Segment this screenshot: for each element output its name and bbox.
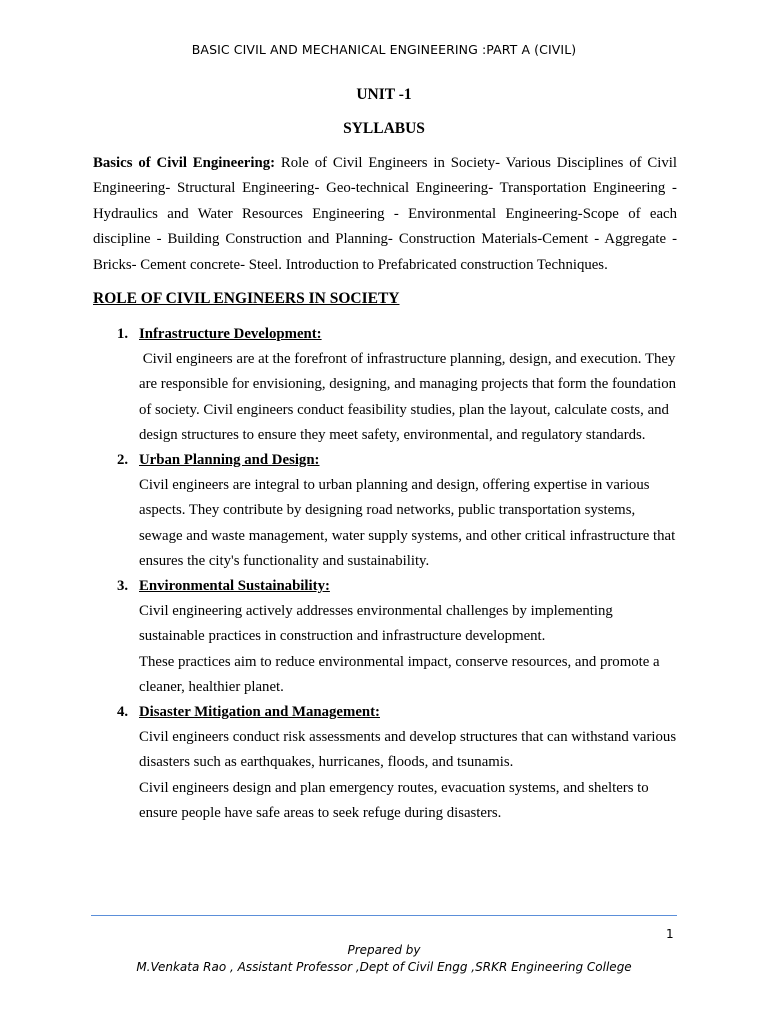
list-item-paragraph: Civil engineers are at the forefront of infrastructure planning, design, and execution. They are responsible for envisioning, designing, and managing projects that form the foundation of society. Civil engineers conduct feasibility studies, plan the layout, calculate costs, and design structures to ensure they meet safety, environmental, and regulatory standards.: [139, 351, 677, 443]
list-item-paragraph: Civil engineers design and plan emergency routes, evacuation systems, and shelters to ensure people have safe areas to seek refuge during disasters.: [139, 779, 649, 821]
syllabus-text: Role of Civil Engineers in Society- Various Disciplines of Civil Engineering- Structural Engineering- Geo-technical Engineering- Transportation Engineering - Hydraulics and Water Resources Engineering - Environmental Engineering-Scope of each discipline - Building Construction and Planning- Construction Materials-Cement - Aggregate - Bricks- Cement concrete- Steel. Introduction to Prefabricated construction Techniques.: [93, 155, 677, 273]
list-item-heading: Infrastructure Development:: [139, 326, 322, 342]
syllabus-paragraph: [93, 151, 677, 278]
footer-divider: [91, 915, 677, 916]
list-item-number: 3.: [117, 578, 129, 595]
footer-author: M.Venkata Rao , Assistant Professor ,Dept of Civil Engg ,SRKR Engineering College: [136, 960, 632, 974]
syllabus-title: SYLLABUS: [343, 120, 425, 137]
list-item-paragraph: Civil engineering actively addresses environmental challenges by implementing sustainable practices in construction and infrastructure development.: [139, 603, 613, 645]
list-item-number: 4.: [117, 704, 129, 721]
list-item-heading: Disaster Mitigation and Management:: [139, 704, 380, 721]
page-header: BASIC CIVIL AND MECHANICAL ENGINEERING :PART A (CIVIL): [191, 42, 577, 57]
footer-prepared-label: Prepared by: [347, 943, 421, 957]
list-item-number: 1.: [117, 326, 129, 342]
list-item: [93, 448, 677, 574]
list-item-heading: Urban Planning and Design:: [139, 452, 320, 469]
section-title: ROLE OF CIVIL ENGINEERS IN SOCIETY: [93, 290, 400, 307]
list-item-paragraph: Civil engineers conduct risk assessments and develop structures that can withstand various disasters such as earthquakes, hurricanes, floods, and tsunamis.: [139, 729, 677, 771]
list-item: [93, 574, 677, 700]
list-item-paragraph: Civil engineers are integral to urban planning and design, offering expertise in various aspects. They contribute by designing road networks, public transportation systems, sewage and waste management, water supply systems, and other critical infrastructure that ensures the city's functionality and sustainability.: [139, 477, 676, 569]
list-item: [93, 322, 677, 448]
syllabus-lead: Basics of Civil Engineering:: [93, 155, 276, 171]
list-item-paragraph: These practices aim to reduce environmental impact, conserve resources, and promote a cleaner, healthier planet.: [139, 653, 660, 695]
unit-title: UNIT -1: [356, 86, 412, 103]
list-item-number: 2.: [117, 452, 129, 469]
page-number: 1: [666, 927, 674, 941]
list-item: [93, 700, 677, 826]
list-item-heading: Environmental Sustainability:: [139, 578, 330, 595]
roles-list: [93, 322, 677, 826]
